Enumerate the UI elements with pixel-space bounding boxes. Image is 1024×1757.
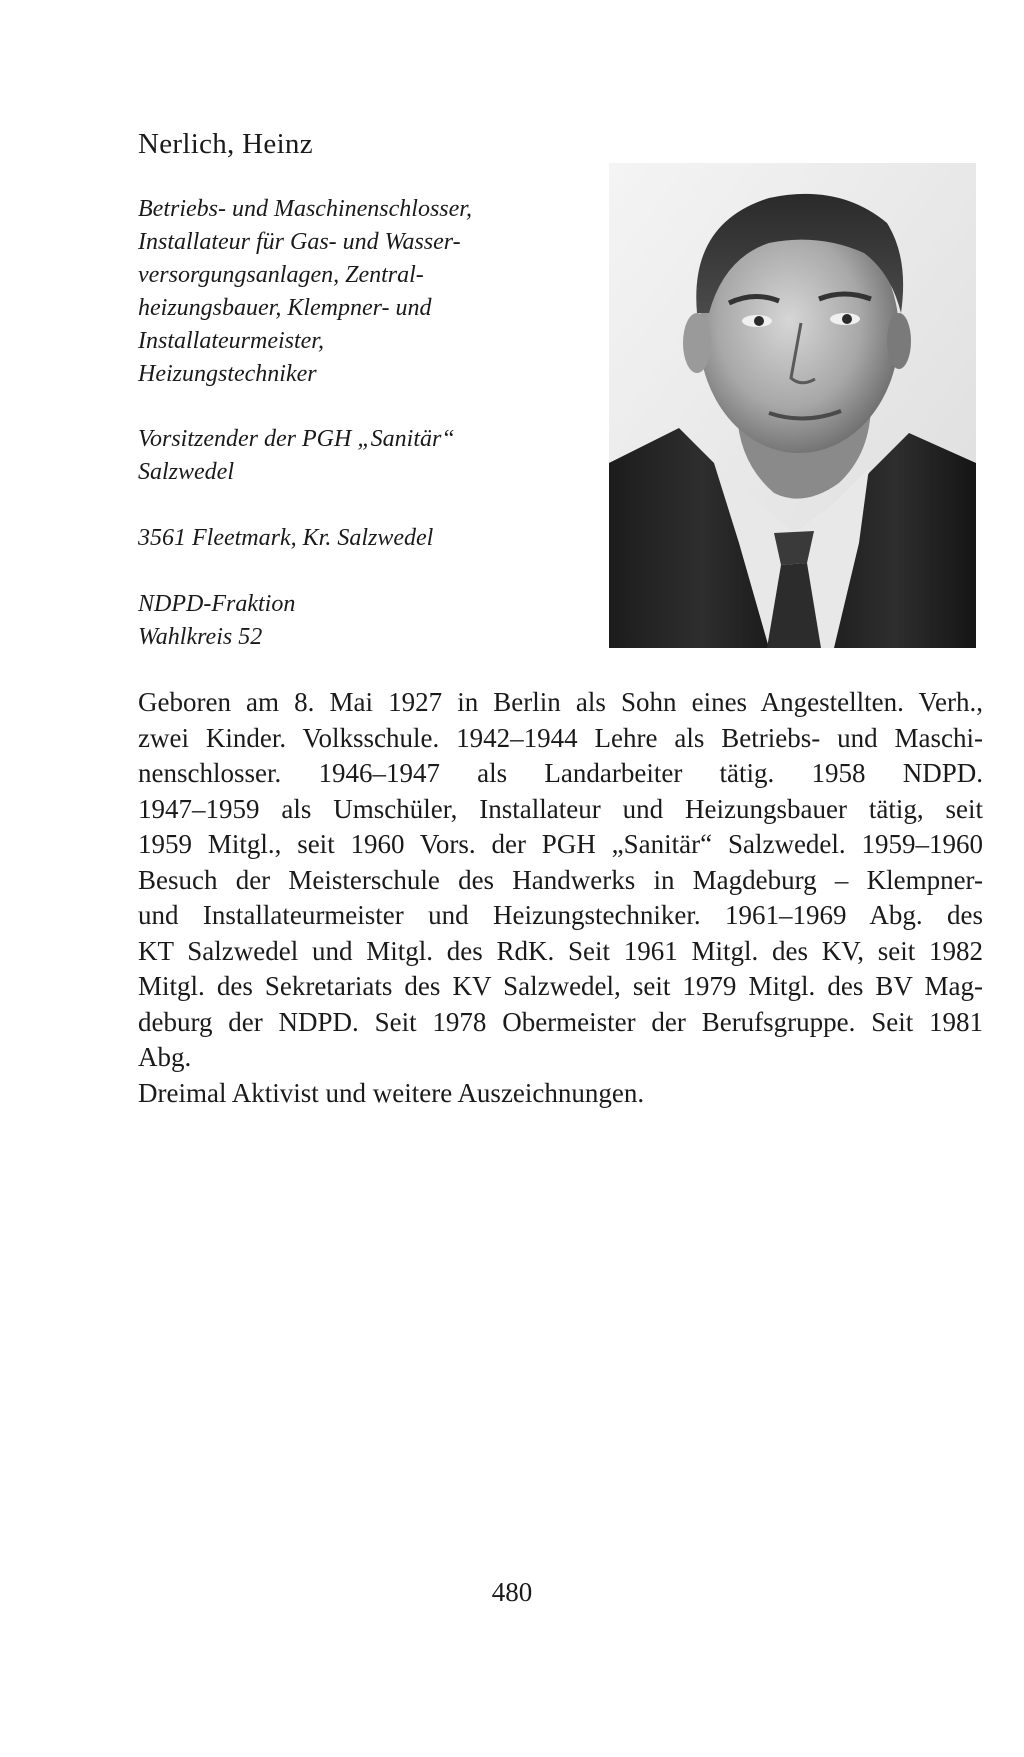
position-line: Vorsitzender der PGH „Sanitär“	[138, 426, 455, 452]
fraction-line: NDPD-Fraktion	[138, 591, 296, 617]
biography-line: nenschlosser. 1946–1947 als Landarbeiter tätig. 1958 NDPD.	[138, 758, 983, 788]
biography-line: und Installateurmeister und Heizungstechniker. 1961–1969 Abg. des	[138, 900, 983, 930]
address-line: 3561 Fleetmark, Kr. Salzwedel	[138, 525, 434, 551]
biography-line: deburg der NDPD. Seit 1978 Obermeister der Berufsgruppe. Seit 1981	[138, 1006, 983, 1037]
biography-line: Geboren am 8. Mai 1927 in Berlin als Sohn eines Angestellten. Verh.,	[138, 687, 983, 717]
page-number: 480	[491, 1577, 533, 1607]
biography-line: Besuch der Meisterschule des Handwerks in Magdeburg – Klempner-	[138, 864, 983, 895]
profession-line: Installateur für Gas- und Wasser-	[138, 229, 461, 255]
profession-line: Installateurmeister,	[138, 328, 324, 354]
position-line: Salzwedel	[138, 459, 234, 485]
biography-line: 1947–1959 als Umschüler, Installateur und Heizungsbauer tätig, seit	[138, 793, 983, 824]
fraction-block	[138, 588, 295, 654]
profession-block	[138, 193, 472, 391]
profession-line: Betriebs- und Maschinenschlosser,	[138, 196, 472, 222]
biography-line: zwei Kinder. Volksschule. 1942–1944 Lehre als Betriebs- und Maschi-	[138, 722, 983, 753]
address-block	[138, 522, 433, 555]
profession-line: heizungsbauer, Klempner- und	[138, 295, 432, 321]
biography-text	[138, 685, 983, 1111]
biography-line: Mitgl. des Sekretariats des KV Salzwedel, seit 1979 Mitgl. des BV Mag-	[138, 971, 983, 1001]
person-name: Nerlich, Heinz	[138, 128, 313, 160]
portrait-photo	[609, 163, 976, 648]
biography-line: 1959 Mitgl., seit 1960 Vors. der PGH „Sanitär“ Salzwedel. 1959–1960	[138, 829, 983, 859]
biography-line: Abg.	[138, 1042, 192, 1072]
biography-line: KT Salzwedel und Mitgl. des RdK. Seit 1961 Mitgl. des KV, seit 1982	[138, 935, 983, 966]
profession-line: versorgungsanlagen, Zentral-	[138, 262, 424, 288]
constituency-line: Wahlkreis 52	[138, 624, 263, 650]
awards-line: Dreimal Aktivist und weitere Auszeichnungen.	[138, 1077, 645, 1108]
profession-line: Heizungstechniker	[138, 361, 317, 387]
position-block	[138, 423, 455, 489]
